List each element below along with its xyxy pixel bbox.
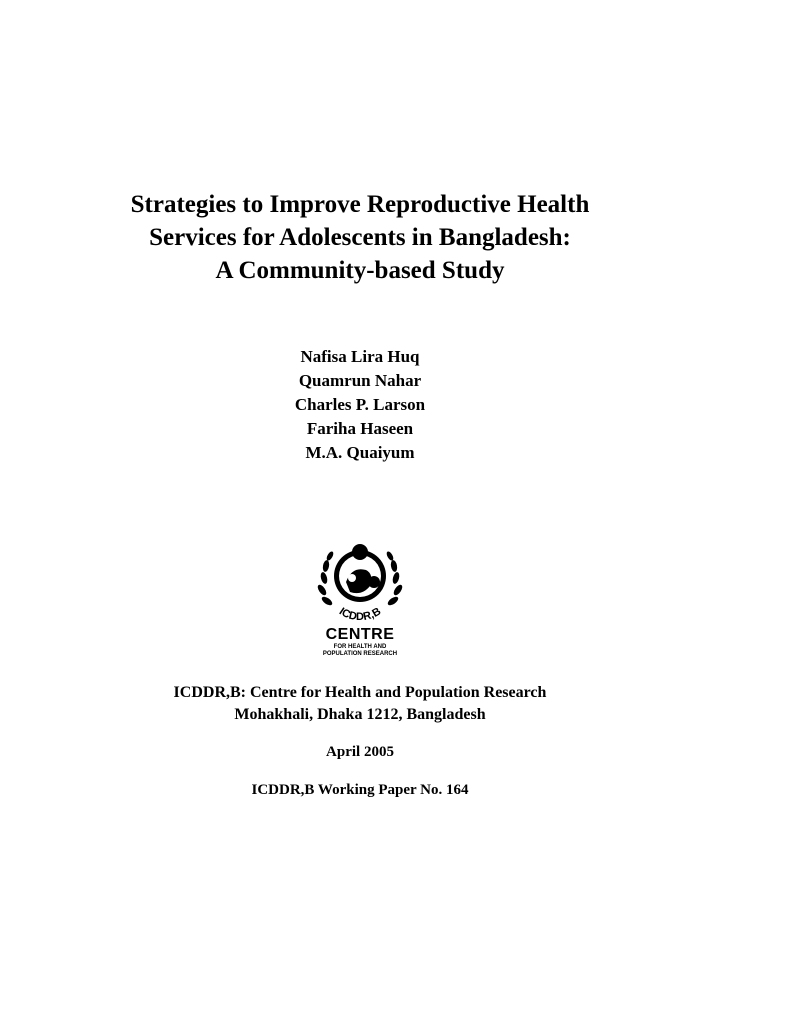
logo-ring-text: ICDDR,B bbox=[336, 605, 384, 624]
icddrb-logo bbox=[310, 538, 410, 666]
author-name: Quamrun Nahar bbox=[298, 371, 422, 390]
author-name: Nafisa Lira Huq bbox=[300, 347, 420, 366]
institution-line: Mohakhali, Dhaka 1212, Bangladesh bbox=[234, 706, 486, 723]
publication-date: April 2005 bbox=[326, 744, 394, 760]
icddrb-emblem-icon bbox=[310, 538, 410, 628]
logo-subtitle-line: FOR HEALTH AND bbox=[333, 644, 387, 650]
logo-subtitle-line: POPULATION RESEARCH bbox=[322, 651, 398, 657]
author-list bbox=[200, 345, 520, 465]
title-line: A Community-based Study bbox=[215, 257, 505, 284]
author-name: Charles P. Larson bbox=[294, 395, 426, 414]
document-title bbox=[60, 188, 660, 287]
institution-line: ICDDR,B: Centre for Health and Population Research bbox=[173, 684, 547, 701]
author-name: M.A. Quaiyum bbox=[305, 443, 415, 462]
logo-name: CENTRE bbox=[325, 626, 395, 643]
author-name: Fariha Haseen bbox=[306, 419, 414, 438]
svg-text:ICDDR,B bbox=[337, 605, 383, 623]
working-paper-series: ICDDR,B Working Paper No. 164 bbox=[251, 782, 469, 798]
title-line: Strategies to Improve Reproductive Health bbox=[130, 191, 590, 218]
title-line: Services for Adolescents in Bangladesh: bbox=[149, 224, 571, 251]
institution-address bbox=[100, 682, 620, 726]
logo-subtitle bbox=[300, 644, 420, 658]
